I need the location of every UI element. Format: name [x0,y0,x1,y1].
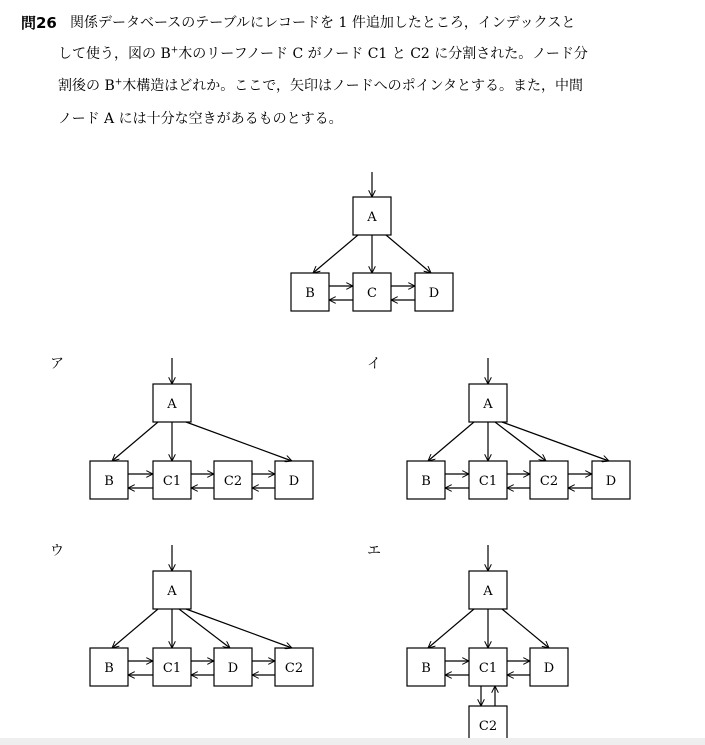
node-b-label: B [421,474,431,489]
pointer-a-c2 [186,609,292,648]
question-text-part: 木構造はどれか。ここで，矢印はノードへのポインタとする。また，中間 [122,78,584,94]
node-d-label: D [605,474,617,489]
superscript-plus: + [114,77,123,88]
node-a-label: A [483,584,493,599]
option-i-labels [421,397,616,489]
node-b-label: B [421,661,431,676]
node-c2-label: C2 [539,474,559,489]
pointer-a-b [112,422,158,461]
bottom-edge-strip [0,738,705,745]
node-a-label: A [167,397,177,412]
question-text-line-1: 関係データベースのテーブルにレコードを 1 件追加したところ，インデックスと [70,15,576,31]
node-c1-label: C1 [478,474,498,489]
node-b-label: B [104,474,114,489]
node-d-label: D [288,474,300,489]
superscript-plus: + [170,45,179,56]
node-c1-label: C1 [162,661,182,676]
pointer-a-b [112,609,158,648]
pointer-a-c2 [495,422,546,461]
node-b-label: B [104,661,114,676]
pointer-a-d [186,422,292,461]
node-c2-label: C2 [478,719,498,734]
question-text-line-4: ノード A には十分な空きがあるものとする。 [58,111,343,127]
node-a-label: A [367,210,377,225]
node-d-label: D [543,661,555,676]
node-c2-label: C2 [284,661,304,676]
pointer-a-b [428,609,474,648]
node-b-label: B [305,286,315,301]
question-number: 問26 [21,14,57,32]
option-u-tree [90,545,313,686]
option-label-u: ウ [50,543,64,559]
question-text-part: して使う，図の B [58,46,171,62]
pointer-a-d [179,609,230,648]
question-text-part: 割後の B [58,78,115,94]
node-d-label: D [227,661,239,676]
node-c2-label: C2 [223,474,243,489]
node-a-label: A [483,397,493,412]
option-label-e: エ [367,543,381,559]
pointer-a-b [428,422,474,461]
question-text-part: 木のリーフノード C がノード C1 と C2 に分割された。ノード分 [178,46,588,62]
option-i-tree [407,358,630,499]
pointer-a-d [502,609,549,648]
node-a-label: A [167,584,177,599]
node-c1-label: C1 [478,661,498,676]
node-d-label: D [428,286,440,301]
pointer-a-d [386,235,431,273]
option-a-tree [90,358,313,499]
option-e-tree [407,545,568,744]
option-label-a: ア [50,356,64,372]
pointer-a-d [502,422,609,461]
node-c1-label: C1 [162,474,182,489]
pointer-a-b [313,235,358,273]
option-label-i: イ [367,356,381,372]
node-c-label: C [367,286,377,301]
